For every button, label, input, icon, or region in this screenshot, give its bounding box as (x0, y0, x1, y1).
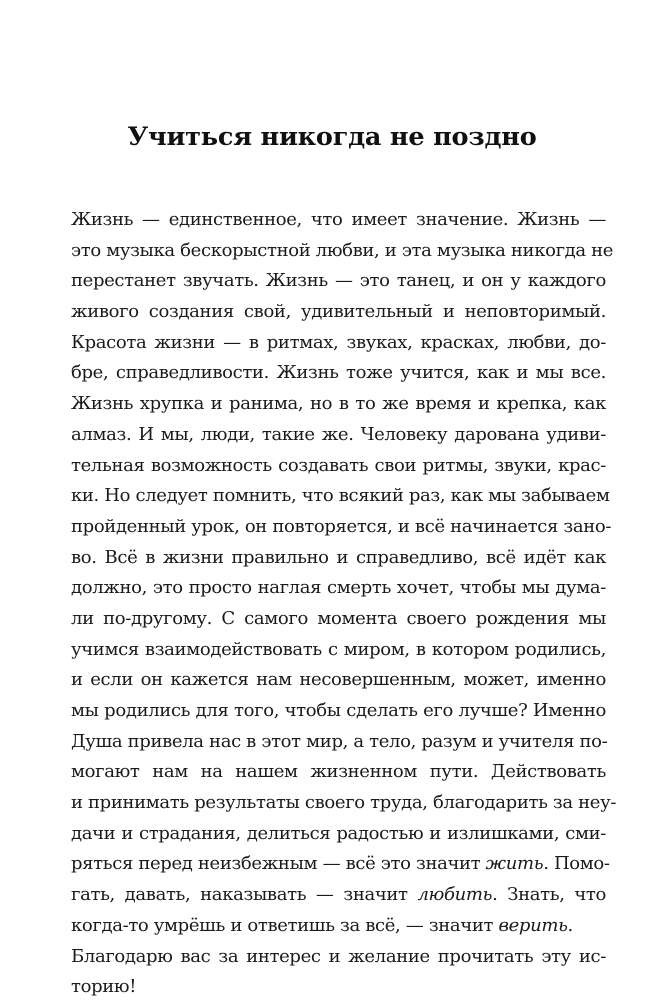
text-line: могают нам на нашем жизненном пути. Действовать (71, 761, 606, 783)
text-line: пройденный урок, он повторяется, и всё начинается зано- (71, 515, 612, 537)
text-line: тельная возможность создавать свои ритмы, звуки, крас- (71, 454, 606, 476)
text-line: Жизнь хрупка и ранима, но в то же время и крепка, как (71, 393, 606, 415)
text-line: и если он кажется нам несовершенным, может, именно (71, 669, 606, 691)
text-line (71, 911, 606, 942)
text-line (71, 880, 606, 911)
body-text (71, 205, 617, 1003)
text-line: Жизнь — единственное, что имеет значение. Жизнь — (71, 209, 606, 230)
text-line: мы родились для того, чтобы сделать его лучше? Именно (71, 700, 606, 721)
text-line: торию! (71, 976, 137, 998)
text-line: ки. Но следует помнить, что всякий раз, как мы забываем (71, 485, 610, 507)
text-line: Благодарю вас за интерес и желание прочитать эту ис- (71, 945, 606, 967)
emphasis-believe: верить (498, 914, 568, 936)
text-line: Душа привела нас в этот мир, а тело, разум и учителя по- (71, 730, 608, 752)
text-fragment: . Помо- (543, 853, 610, 875)
text-fragment: ряться перед неизбежным — всё это значит (71, 853, 486, 875)
text-line: дачи и страдания, делиться радостью и излишками, сми- (71, 822, 606, 844)
text-fragment: . Знать, что (492, 884, 606, 906)
text-line: живого создания свой, удивительный и неповторимый. (71, 301, 606, 323)
text-line: во. Всё в жизни правильно и справедливо, всё идёт как (71, 546, 606, 568)
text-line (71, 849, 610, 880)
text-line: учимся взаимодействовать с миром, в котором родились, (71, 638, 606, 660)
text-line: должно, это просто наглая смерть хочет, чтобы мы дума- (71, 577, 606, 599)
text-fragment: . (567, 914, 573, 936)
text-fragment: когда-то умрёшь и ответишь за всё, — значит (71, 914, 499, 936)
text-line: Красота жизни — в ритмах, звуках, красках, любви, до- (71, 331, 606, 353)
text-line: алмаз. И мы, люди, такие же. Человеку дарована удиви- (71, 423, 606, 445)
text-line: это музыка бескорыстной любви, и эта музыка никогда не (71, 239, 614, 261)
emphasis-love: любить (417, 884, 493, 906)
text-fragment: гать, давать, наказывать — значит (71, 884, 418, 906)
text-line: ли по-другому. С самого момента своего рождения мы (71, 607, 606, 629)
text-line: и принимать результаты своего труда, благодарить за неу- (71, 792, 617, 814)
chapter-title: Учиться никогда не поздно (127, 122, 537, 152)
text-line: перестанет звучать. Жизнь — это танец, и он у каждого (71, 270, 606, 292)
emphasis-live: жить (485, 853, 544, 875)
text-line: бре, справедливости. Жизнь тоже учится, как и мы все. (71, 362, 606, 384)
